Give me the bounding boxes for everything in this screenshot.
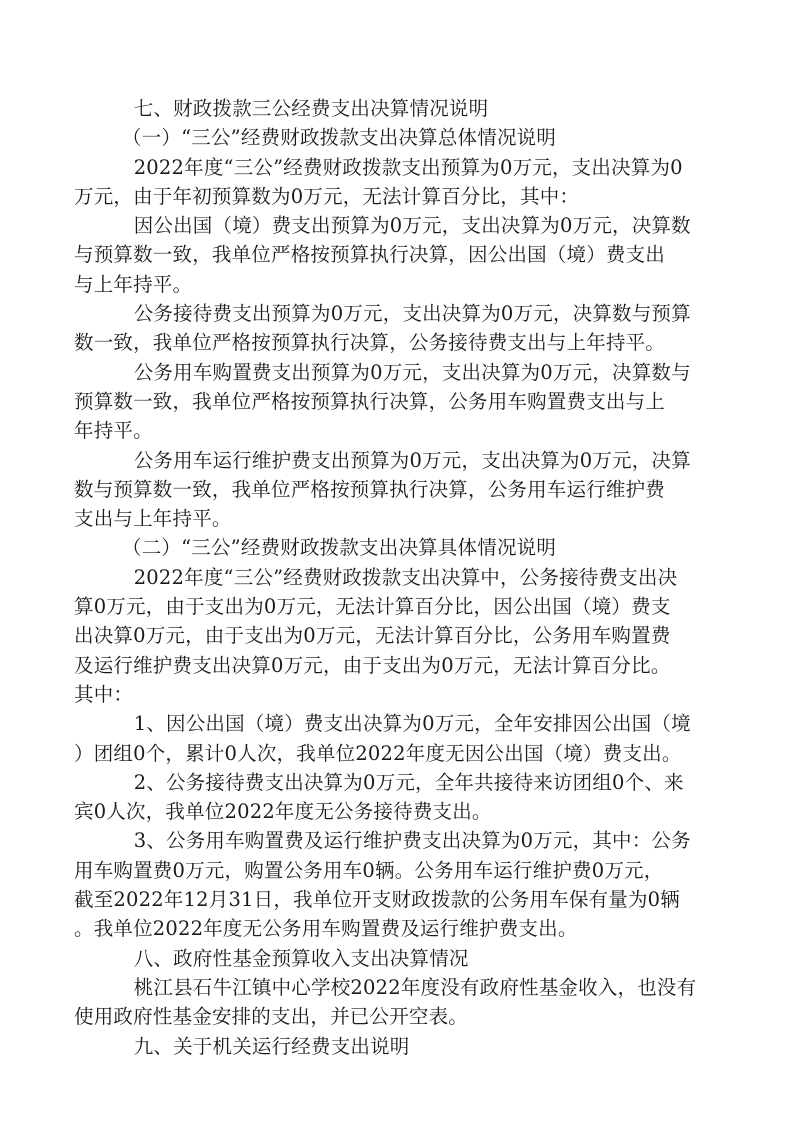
section-heading-7: 七、财政拨款三公经费支出决算情况说明 — [114, 97, 489, 120]
paragraph-line: 2、公务接待费支出决算为0万元，全年共接待来访团组0个、来 — [114, 770, 684, 794]
subsection-heading-specific: （二）“三公”经费财政拨款支出决算具体情况说明 — [122, 536, 557, 560]
paragraph-line: 数一致，我单位严格按预算执行决算，公务接待费支出与上年持平。 — [74, 331, 666, 355]
paragraph-line: 截至2022年12月31日，我单位开支财政拨款的公务用车保有量为0辆 — [74, 888, 680, 912]
paragraph-line: 及运行维护费支出决算0万元，由于支出为0万元，无法计算百分比。 — [74, 653, 671, 677]
paragraph-line: 与上年持平。 — [74, 272, 193, 296]
paragraph-line: 数与预算数一致，我单位严格按预算执行决算，公务用车运行维护费 — [74, 477, 666, 501]
section-heading-9: 九、关于机关运行经费支出说明 — [114, 1034, 410, 1058]
paragraph-line: 桃江县石牛江镇中心学校2022年度没有政府性基金收入，也没有 — [114, 975, 697, 999]
paragraph-line: 年持平。 — [74, 419, 153, 443]
paragraph-line: 。我单位2022年度无公务用车购置费及运行维护费支出。 — [74, 917, 578, 941]
paragraph-line: 出决算0万元，由于支出为0万元，无法计算百分比，公务用车购置费 — [74, 624, 671, 648]
document-body — [74, 94, 714, 1061]
paragraph-line: 公务用车购置费支出预算为0万元，支出决算为0万元，决算数与 — [114, 360, 691, 384]
paragraph-line: 与预算数一致，我单位严格按预算执行决算，因公出国（境）费支出 — [74, 243, 666, 267]
paragraph-line: 其中： — [74, 682, 134, 706]
paragraph-line: 预算数一致，我单位严格按预算执行决算，公务用车购置费支出与上 — [74, 389, 666, 413]
paragraph-line: 2022年度“三公”经费财政拨款支出预算为0万元，支出决算为0 — [114, 155, 683, 179]
subsection-heading-overall: （一）“三公”经费财政拨款支出决算总体情况说明 — [122, 126, 557, 150]
paragraph-line: 公务用车运行维护费支出预算为0万元，支出决算为0万元，决算 — [114, 448, 691, 472]
paragraph-line: 万元，由于年初预算数为0万元，无法计算百分比，其中： — [74, 184, 580, 208]
section-heading-8: 八、政府性基金预算收入支出决算情况 — [114, 946, 469, 970]
paragraph-line: 宾0人次，我单位2022年度无公务接待费支出。 — [74, 800, 492, 824]
paragraph-line: 1、因公出国（境）费支出决算为0万元，全年安排因公出国（境 — [114, 712, 691, 736]
paragraph-line: 用车购置费0万元，购置公务用车0辆。公务用车运行维护费0万元， — [74, 858, 664, 882]
paragraph-line: 因公出国（境）费支出预算为0万元，支出决算为0万元，决算数 — [114, 214, 691, 238]
paragraph-line: 使用政府性基金安排的支出，并已公开空表。 — [74, 1005, 469, 1029]
paragraph-line: 2022年度“三公”经费财政拨款支出决算中，公务接待费支出决 — [114, 565, 678, 589]
paragraph-line: 公务接待费支出预算为0万元，支出决算为0万元，决算数与预算 — [114, 302, 691, 326]
paragraph-line: 算0万元，由于支出为0万元，无法计算百分比，因公出国（境）费支 — [74, 595, 671, 619]
paragraph-line: 3、公务用车购置费及运行维护费支出决算为0万元，其中：公务 — [114, 829, 691, 853]
paragraph-line: 支出与上年持平。 — [74, 507, 232, 531]
paragraph-line: ）团组0个，累计0人次，我单位2022年度无因公出国（境）费支出。 — [74, 741, 682, 765]
